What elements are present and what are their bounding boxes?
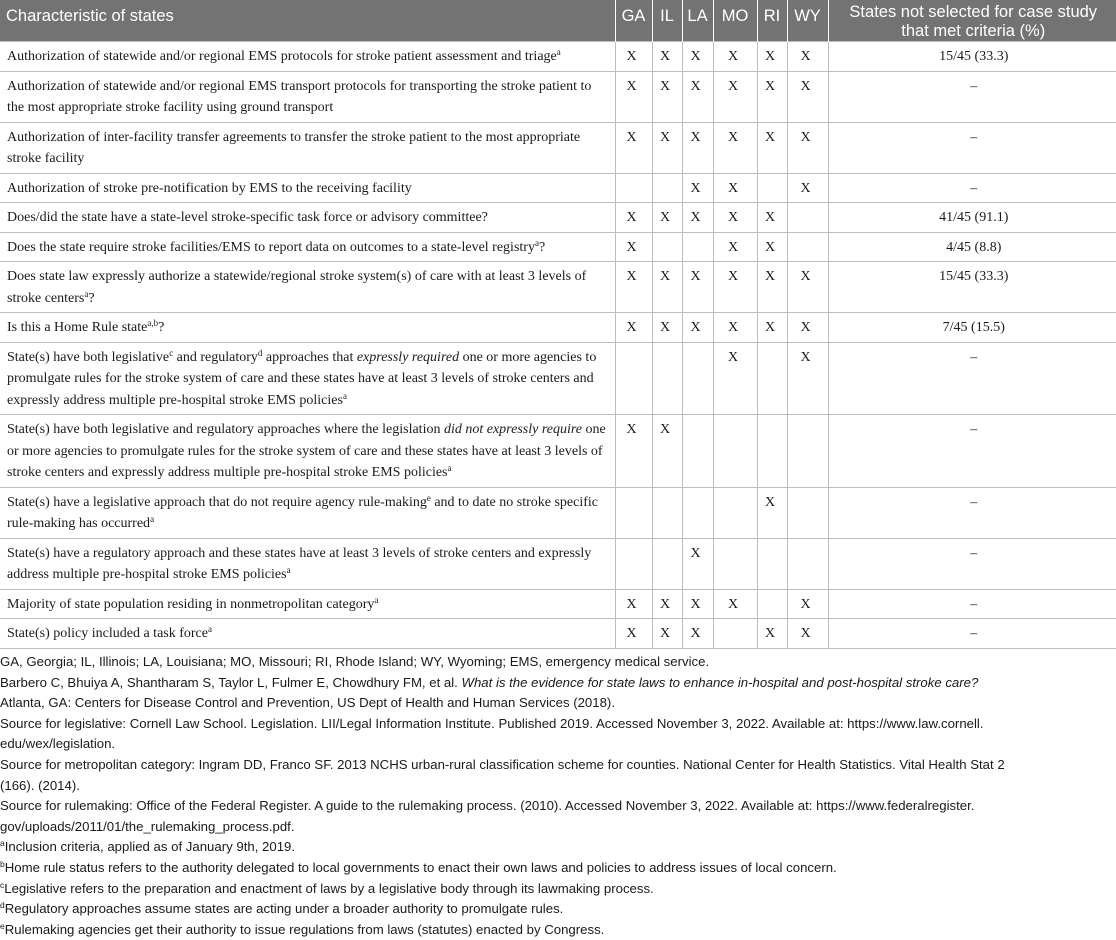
mark-cell-wy (787, 203, 828, 233)
mark-cell-ga: X (615, 232, 652, 262)
mark-cell-ri: X (757, 71, 787, 122)
mark-cell-wy: X (787, 313, 828, 343)
mark-cell-wy: X (787, 342, 828, 415)
mark-cell-la (682, 232, 713, 262)
col-header-mo: MO (713, 0, 757, 42)
mark-cell-la: X (682, 173, 713, 203)
mark-cell-ri: X (757, 262, 787, 313)
mark-cell-ri: X (757, 42, 787, 72)
mark-cell-wy: X (787, 619, 828, 649)
mark-cell-ga: X (615, 262, 652, 313)
col-header-il: IL (652, 0, 682, 42)
footnote-e: $^e$Rulemaking agencies get their authority to issue regulations from laws (statutes) enacted by Congress. (0, 920, 605, 937)
characteristic-cell: Is this a Home Rule state$^{a,b}$? (0, 313, 615, 343)
mark-cell-mo (713, 538, 757, 589)
mark-cell-la: X (682, 122, 713, 173)
table-footnotes (0, 652, 1116, 940)
table-row (0, 538, 1116, 589)
col-header-characteristic: Characteristic of states (0, 0, 615, 42)
rulemaking-source-cont: gov/uploads/2011/01/the_rulemaking_process.pdf. (0, 818, 295, 834)
mark-cell-wy: X (787, 122, 828, 173)
footnote-a: $^a$Inclusion criteria, applied as of January 9th, 2019. (0, 838, 296, 855)
mark-cell-la: X (682, 589, 713, 619)
mark-cell-ga: X (615, 203, 652, 233)
mark-cell-wy: X (787, 173, 828, 203)
mark-cell-ga (615, 173, 652, 203)
mark-cell-il: X (652, 619, 682, 649)
mark-cell-la (682, 415, 713, 488)
met-criteria-cell: 15/45 (33.3) (828, 42, 1116, 72)
metro-source: Source for metropolitan category: Ingram DD, Franco SF. 2013 NCHS urban-rural classification scheme for counties. National Center for Health Statistics. Vital Health Stat 2 (0, 756, 1005, 772)
mark-cell-la: X (682, 42, 713, 72)
mark-cell-mo: X (713, 42, 757, 72)
mark-cell-il (652, 487, 682, 538)
mark-cell-la (682, 487, 713, 538)
mark-cell-mo: X (713, 203, 757, 233)
table-row (0, 42, 1116, 72)
mark-cell-ri (757, 538, 787, 589)
mark-cell-il (652, 173, 682, 203)
mark-cell-la: X (682, 262, 713, 313)
legislative-source-cont: edu/wex/legislation. (0, 736, 116, 752)
mark-cell-il: X (652, 589, 682, 619)
mark-cell-il: X (652, 42, 682, 72)
header-row (0, 0, 1116, 42)
met-criteria-cell: 15/45 (33.3) (828, 262, 1116, 313)
mark-cell-ri: X (757, 619, 787, 649)
mark-cell-il (652, 232, 682, 262)
mark-cell-ga (615, 487, 652, 538)
mark-cell-ga: X (615, 415, 652, 488)
footnote-b: $^b$Home rule status refers to the authority delegated to local governments to enact their own laws and policies to address issues of local concern. (0, 858, 837, 875)
mark-cell-mo: X (713, 71, 757, 122)
characteristic-cell: Authorization of statewide and/or regional EMS protocols for stroke patient assessment and triage$^a$ (0, 42, 615, 72)
characteristic-cell: Does the state require stroke facilities/EMS to report data on outcomes to a state-level registry$^a$? (0, 232, 615, 262)
characteristic-cell: Authorization of stroke pre-notification by EMS to the receiving facility (0, 173, 615, 203)
mark-cell-wy (787, 538, 828, 589)
met-criteria-cell: 4/45 (8.8) (828, 232, 1116, 262)
mark-cell-ri: X (757, 203, 787, 233)
mark-cell-wy (787, 232, 828, 262)
mark-cell-il (652, 342, 682, 415)
characteristic-cell: State(s) policy included a task force$^a$ (0, 619, 615, 649)
mark-cell-la: X (682, 203, 713, 233)
mark-cell-ri (757, 415, 787, 488)
table-row (0, 122, 1116, 173)
col-header-wy: WY (787, 0, 828, 42)
mark-cell-il: X (652, 122, 682, 173)
met-criteria-cell: – (828, 487, 1116, 538)
table-row (0, 232, 1116, 262)
mark-cell-ri (757, 173, 787, 203)
characteristic-cell: Majority of state population residing in nonmetropolitan category$^a$ (0, 589, 615, 619)
col-header-la: LA (682, 0, 713, 42)
table-row (0, 342, 1116, 415)
col-header-ga: GA (615, 0, 652, 42)
table-row (0, 71, 1116, 122)
table-row (0, 487, 1116, 538)
mark-cell-il: X (652, 313, 682, 343)
mark-cell-ga (615, 342, 652, 415)
barbero-citation-cont: Atlanta, GA: Centers for Disease Control and Prevention, US Dept of Health and Human Services (2018). (0, 695, 615, 711)
legislative-source: Source for legislative: Cornell Law School. Legislation. LII/Legal Information Institute. Published 2019. Accessed November 3, 2022. Available at: https://www.law.cornell. (0, 715, 984, 731)
abbreviations-note: GA, Georgia; IL, Illinois; LA, Louisiana; MO, Missouri; RI, Rhode Island; WY, Wyoming; EMS, emergency medical service. (0, 654, 710, 669)
mark-cell-mo: X (713, 173, 757, 203)
footnote-c: $^c$Legislative refers to the preparation and enactment of laws by a legislative body through its lawmaking process. (0, 879, 654, 896)
barbero-citation: Barbero C, Bhuiya A, Shantharam S, Taylor L, Fulmer E, Chowdhury FM, et al. What is the evidence for state laws to enhance in-hospital and post-hospital stroke care? (0, 674, 979, 690)
table-row (0, 203, 1116, 233)
mark-cell-ga: X (615, 619, 652, 649)
mark-cell-ga: X (615, 71, 652, 122)
met-criteria-cell: – (828, 122, 1116, 173)
characteristic-cell: State(s) have both legislative and regulatory approaches where the legislation did not expressly require one or more agencies to promulgate rules for the stroke system of care and these states have at least 3 levels of stroke centers and expressly address multiple pre-hospital stroke EMS policies$^a$ (0, 415, 615, 488)
footnote-d: $^d$Regulatory approaches assume states are acting under a broader authority to promulgate rules. (0, 900, 564, 917)
mark-cell-il: X (652, 71, 682, 122)
met-criteria-cell: – (828, 342, 1116, 415)
mark-cell-mo (713, 487, 757, 538)
mark-cell-wy (787, 487, 828, 538)
table-row (0, 173, 1116, 203)
mark-cell-wy: X (787, 589, 828, 619)
metro-source-cont: (166). (2014). (0, 777, 80, 793)
mark-cell-la: X (682, 71, 713, 122)
mark-cell-mo (713, 415, 757, 488)
mark-cell-mo: X (713, 342, 757, 415)
characteristic-cell: Does/did the state have a state-level stroke-specific task force or advisory committee? (0, 203, 615, 233)
mark-cell-ri: X (757, 487, 787, 538)
mark-cell-wy: X (787, 71, 828, 122)
mark-cell-ri: X (757, 313, 787, 343)
table-row (0, 619, 1116, 649)
mark-cell-wy (787, 415, 828, 488)
mark-cell-la: X (682, 313, 713, 343)
met-criteria-cell: 7/45 (15.5) (828, 313, 1116, 343)
met-criteria-cell: – (828, 415, 1116, 488)
mark-cell-ga (615, 538, 652, 589)
characteristic-cell: State(s) have both legislative$^c$ and regulatory$^d$ approaches that expressly required one or more agencies to promulgate rules for the stroke system of care and these states have at least 3 levels of stroke centers and expressly address multiple pre-hospital stroke EMS policies$^a$ (0, 342, 615, 415)
met-criteria-cell: – (828, 619, 1116, 649)
mark-cell-il: X (652, 415, 682, 488)
mark-cell-mo: X (713, 262, 757, 313)
mark-cell-ga: X (615, 313, 652, 343)
characteristic-cell: Authorization of statewide and/or regional EMS transport protocols for transporting the stroke patient to the most appropriate stroke facility using ground transport (0, 71, 615, 122)
mark-cell-la: X (682, 619, 713, 649)
col-header-ri: RI (757, 0, 787, 42)
mark-cell-ga: X (615, 589, 652, 619)
mark-cell-ga: X (615, 42, 652, 72)
mark-cell-ri: X (757, 122, 787, 173)
table-row (0, 313, 1116, 343)
mark-cell-ri: X (757, 232, 787, 262)
met-criteria-cell: – (828, 538, 1116, 589)
mark-cell-wy: X (787, 262, 828, 313)
mark-cell-mo (713, 619, 757, 649)
met-criteria-cell: – (828, 589, 1116, 619)
mark-cell-ri (757, 589, 787, 619)
table-row (0, 262, 1116, 313)
mark-cell-il: X (652, 203, 682, 233)
mark-cell-ri (757, 342, 787, 415)
table-row (0, 589, 1116, 619)
mark-cell-mo: X (713, 313, 757, 343)
mark-cell-mo: X (713, 232, 757, 262)
rulemaking-source: Source for rulemaking: Office of the Federal Register. A guide to the rulemaking process. (2010). Accessed November 3, 2022. Available at: https://www.federalregister. (0, 798, 975, 814)
characteristic-cell: Does state law expressly authorize a statewide/regional stroke system(s) of care with at least 3 levels of stroke centers$^a$? (0, 262, 615, 313)
mark-cell-wy: X (787, 42, 828, 72)
mark-cell-il (652, 538, 682, 589)
characteristic-cell: Authorization of inter-facility transfer agreements to transfer the stroke patient to the most appropriate stroke facility (0, 122, 615, 173)
met-criteria-cell: – (828, 71, 1116, 122)
mark-cell-mo: X (713, 589, 757, 619)
mark-cell-la (682, 342, 713, 415)
characteristic-cell: State(s) have a legislative approach that do not require agency rule-making$^e$ and to date no stroke specific rule-making has occurred$^a$ (0, 487, 615, 538)
characteristic-cell: State(s) have a regulatory approach and these states have at least 3 levels of stroke centers and expressly address multiple pre-hospital stroke EMS policies$^a$ (0, 538, 615, 589)
met-criteria-cell: 41/45 (91.1) (828, 203, 1116, 233)
col-header-states-met: States not selected for case study that met criteria (%) (828, 0, 1116, 42)
mark-cell-il: X (652, 262, 682, 313)
mark-cell-ga: X (615, 122, 652, 173)
mark-cell-la: X (682, 538, 713, 589)
table-row (0, 415, 1116, 488)
met-criteria-cell: – (828, 173, 1116, 203)
mark-cell-mo: X (713, 122, 757, 173)
